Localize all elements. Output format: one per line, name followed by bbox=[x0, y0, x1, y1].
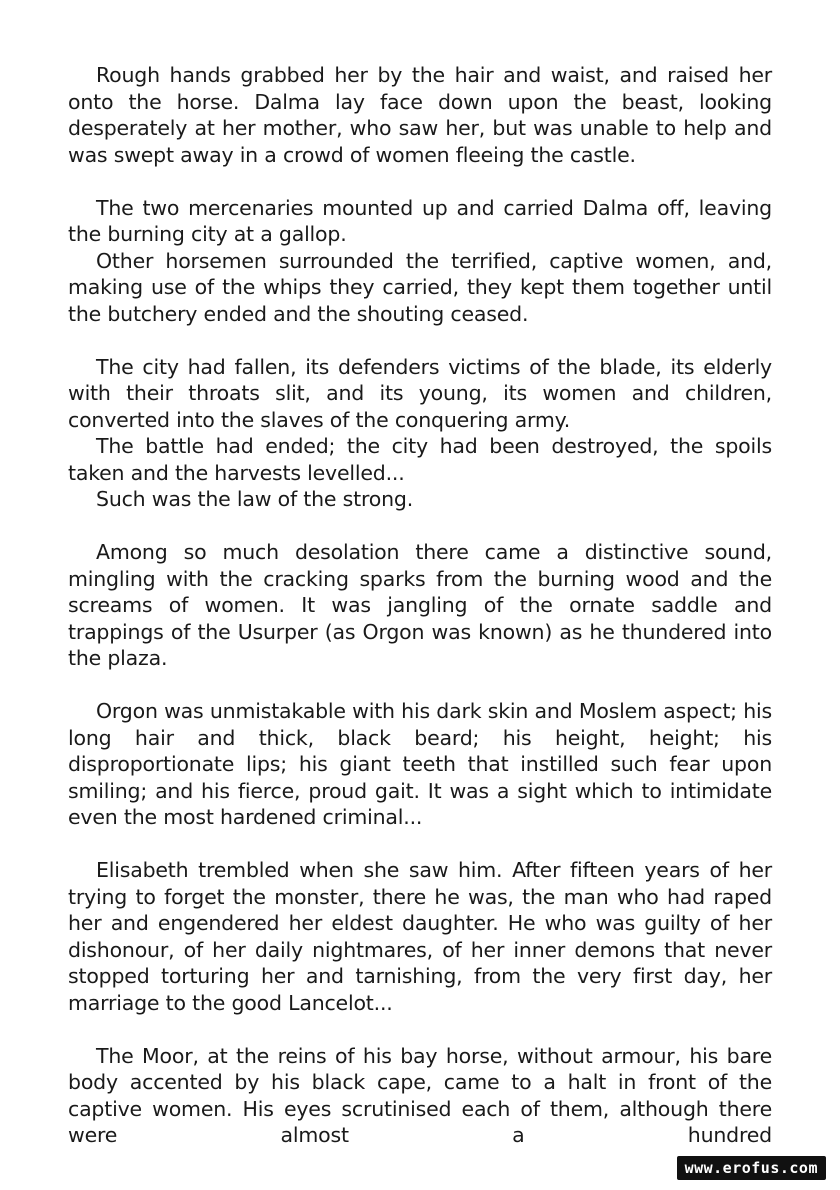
paragraph: Elisabeth trembled when she saw him. After fifteen years of her trying to forget the monster, there he was, the man who had raped her and engendered her eldest daughter. He who was guilty of her dishonour, of her daily nightmares, of her inner demons that never stopped torturing her and tarnishing, from the very first day, her marriage to the good Lancelot... bbox=[68, 858, 772, 1015]
paragraph: Orgon was unmistakable with his dark skin and Moslem aspect; his long hair and thick, black beard; his height, height; his disproportionate lips; his giant teeth that instilled such fear upon smiling; and his fierce, proud gait. It was a sight which to intimidate even the most hardened criminal... bbox=[68, 699, 772, 829]
paragraph: Rough hands grabbed her by the hair and waist, and raised her onto the horse. Dalma lay face down upon the beast, looking desperately at her mother, who saw her, but was unable to help and was swept away in a crowd of women fleeing the castle. bbox=[68, 63, 772, 167]
paragraph: Other horsemen surrounded the terrified, captive women, and, making use of the whips they carried, they kept them together until the butchery ended and the shouting ceased. bbox=[68, 248, 772, 326]
paragraph: Such was the law of the strong. bbox=[96, 487, 414, 511]
paragraph: The city had fallen, its defenders victims of the blade, its elderly with their throats slit, and its young, its women and children, converted into the slaves of the conquering army. bbox=[68, 354, 772, 432]
paragraph: The Moor, at the reins of his bay horse, without armour, his bare body accented by his black cape, came to a halt in front of the captive women. His eyes scrutinised each of them, although there were almost a hundred bbox=[68, 1043, 772, 1147]
paragraph: The battle had ended; the city had been destroyed, the spoils taken and the harvests levelled... bbox=[68, 434, 772, 485]
watermark: www.erofus.com bbox=[677, 1156, 826, 1180]
body-text bbox=[68, 62, 772, 1149]
paragraph: Among so much desolation there came a distinctive sound, mingling with the cracking sparks from the burning wood and the screams of women. It was jangling of the ornate saddle and trappings of the Usurper (as Orgon was known) as he thundered into the plaza. bbox=[68, 540, 772, 670]
paragraph: The two mercenaries mounted up and carried Dalma off, leaving the burning city at a gallop. bbox=[68, 195, 772, 246]
